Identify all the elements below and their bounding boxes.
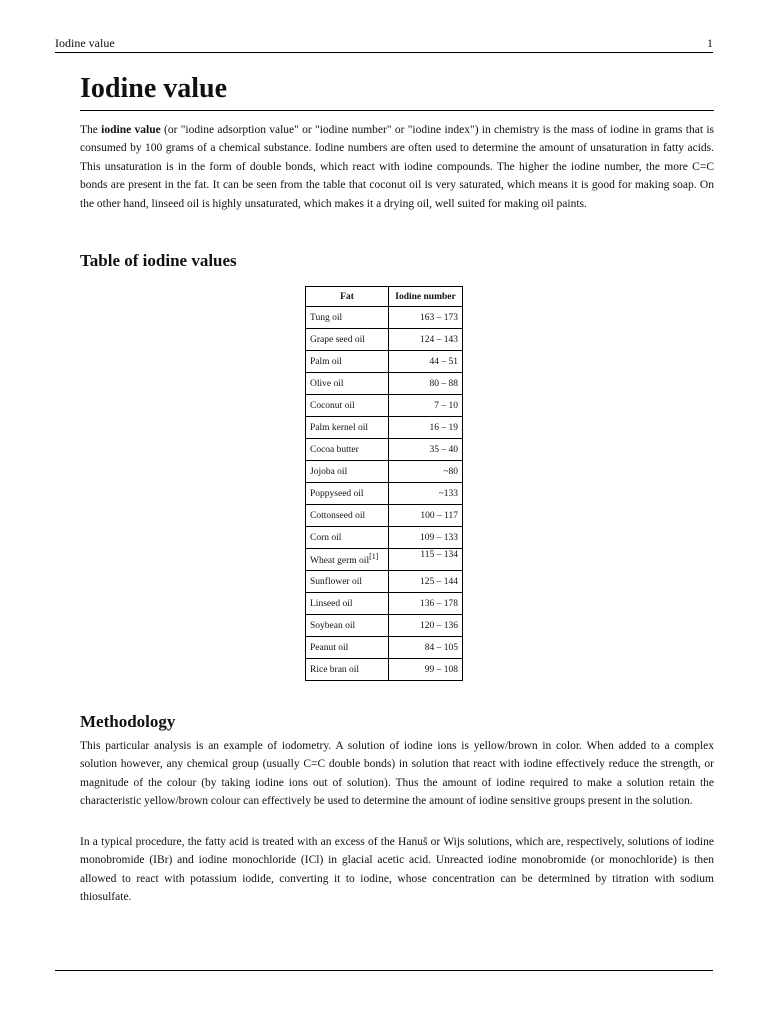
- iodine-number-cell: ~133: [389, 483, 463, 505]
- iodine-number-cell: 136 – 178: [389, 593, 463, 615]
- fat-cell: [306, 549, 389, 571]
- iodine-number-cell: 124 – 143: [389, 329, 463, 351]
- running-header: [55, 36, 713, 53]
- citation-link[interactable]: [1]: [369, 552, 379, 562]
- fat-name: Palm oil: [310, 356, 342, 367]
- fat-name: Grape seed oil: [310, 334, 365, 345]
- fat-name: Wheat germ oil: [310, 556, 370, 567]
- fat-name: Linseed oil: [310, 598, 353, 609]
- fat-name: Olive oil: [310, 378, 344, 389]
- fat-name: Coconut oil: [310, 400, 355, 411]
- fat-name: Soybean oil: [310, 620, 356, 631]
- iodine-number-cell: 120 – 136: [389, 615, 463, 637]
- fat-cell: [306, 637, 389, 659]
- fat-cell: [306, 373, 389, 395]
- fat-cell: [306, 615, 389, 637]
- iodine-number-cell: 7 – 10: [389, 395, 463, 417]
- footer-divider: [55, 970, 713, 971]
- table-row: [306, 439, 463, 461]
- fat-cell: [306, 395, 389, 417]
- intro-paragraph: [80, 121, 714, 213]
- iodine-number-cell: 125 – 144: [389, 571, 463, 593]
- fat-name: Corn oil: [310, 532, 342, 543]
- column-header-iodine-number: Iodine number: [389, 287, 463, 307]
- fat-name: Palm kernel oil: [310, 422, 369, 433]
- fat-name: Cottonseed oil: [310, 510, 366, 521]
- table-row: [306, 417, 463, 439]
- table-row: [306, 615, 463, 637]
- fat-name: Sunflower oil: [310, 576, 362, 587]
- iodine-number-cell: ~80: [389, 461, 463, 483]
- table-row: [306, 395, 463, 417]
- running-header-title: Iodine value: [55, 36, 115, 50]
- table-row: [306, 373, 463, 395]
- fat-cell: [306, 439, 389, 461]
- fat-name: Peanut oil: [310, 642, 349, 653]
- iodine-number-cell: 16 – 19: [389, 417, 463, 439]
- iodine-number-cell: 100 – 117: [389, 505, 463, 527]
- iodine-values-table: [305, 286, 463, 681]
- table-row: [306, 329, 463, 351]
- fat-cell: [306, 505, 389, 527]
- methodology-paragraph-1: This particular analysis is an example of iodometry. A solution of iodine ions is yellow/brown in color. When added to a complex solution however, any chemical group (usually C=C double bonds) in solution that react with iodine effectively reduce the strength, or magnitude of the colour (by taking iodine ions out of solution). Thus the amount of iodine required to make a solution retain the characteristic yellow/brown colour can effectively be used to determine the amount of iodine sensitive groups present in the solution.: [80, 740, 714, 808]
- table-row: [306, 571, 463, 593]
- fat-name: Jojoba oil: [310, 466, 348, 477]
- fat-cell: [306, 527, 389, 549]
- fat-cell: [306, 659, 389, 681]
- table-header-row: [306, 287, 463, 307]
- fat-name: Poppyseed oil: [310, 488, 364, 499]
- table-row: [306, 549, 463, 571]
- table-row: [306, 505, 463, 527]
- iodine-number-cell: 109 – 133: [389, 527, 463, 549]
- table-body: [306, 307, 463, 681]
- table-row: [306, 461, 463, 483]
- table-row: [306, 593, 463, 615]
- fat-cell: [306, 593, 389, 615]
- table-row: [306, 351, 463, 373]
- table-row: [306, 483, 463, 505]
- fat-cell: [306, 351, 389, 373]
- title-divider: [80, 110, 714, 111]
- fat-name: Tung oil: [310, 312, 343, 323]
- intro-bold-term: iodine value: [101, 124, 161, 136]
- iodine-number-cell: 44 – 51: [389, 351, 463, 373]
- fat-name: Rice bran oil: [310, 664, 360, 675]
- fat-cell: [306, 307, 389, 329]
- intro-text: (or "iodine adsorption value" or "iodine number" or "iodine index") in chemistry is the mass of iodine in grams that is consumed by 100 grams of a chemical substance. Iodine numbers are often used to determine the amount of unsaturation in fatty acids. This unsaturation is in the form of double bonds, which react with iodine compounds. The higher the iodine number, the more C=C bonds are present in the fat. It can be seen from the table that coconut oil is very saturated, which means it is good for making soap. On the other hand, linseed oil is highly unsaturated, which makes it a drying oil, well suited for making oil paints.: [80, 124, 714, 210]
- column-header-fat: Fat: [306, 287, 389, 307]
- table-row: [306, 637, 463, 659]
- intro-lead: The: [80, 124, 102, 136]
- table-section-heading: Table of iodine values: [80, 251, 237, 270]
- fat-name: Cocoa butter: [310, 444, 359, 455]
- page-title: Iodine value: [80, 73, 228, 104]
- table-row: [306, 307, 463, 329]
- methodology-paragraph-2: In a typical procedure, the fatty acid is treated with an excess of the Hanuš or Wijs solutions, which are, respectively, solutions of iodine monobromide (IBr) and iodine monochloride (ICl) in glacial acetic acid. Unreacted iodine monobromide (or monochloride) is then allowed to react with potassium iodide, converting it to iodine, whose concentration can be determined by titration with sodium thiosulfate.: [80, 836, 714, 904]
- table-row: [306, 659, 463, 681]
- table-row: [306, 527, 463, 549]
- iodine-number-cell: 163 – 173: [389, 307, 463, 329]
- methodology-heading: Methodology: [80, 712, 176, 731]
- iodine-number-cell: 35 – 40: [389, 439, 463, 461]
- fat-cell: [306, 329, 389, 351]
- fat-cell: [306, 483, 389, 505]
- fat-cell: [306, 571, 389, 593]
- iodine-number-cell: 115 – 134: [389, 549, 463, 571]
- iodine-number-cell: 99 – 108: [389, 659, 463, 681]
- iodine-number-cell: 84 – 105: [389, 637, 463, 659]
- page-number: 1: [707, 36, 713, 50]
- fat-cell: [306, 461, 389, 483]
- iodine-number-cell: 80 – 88: [389, 373, 463, 395]
- fat-cell: [306, 417, 389, 439]
